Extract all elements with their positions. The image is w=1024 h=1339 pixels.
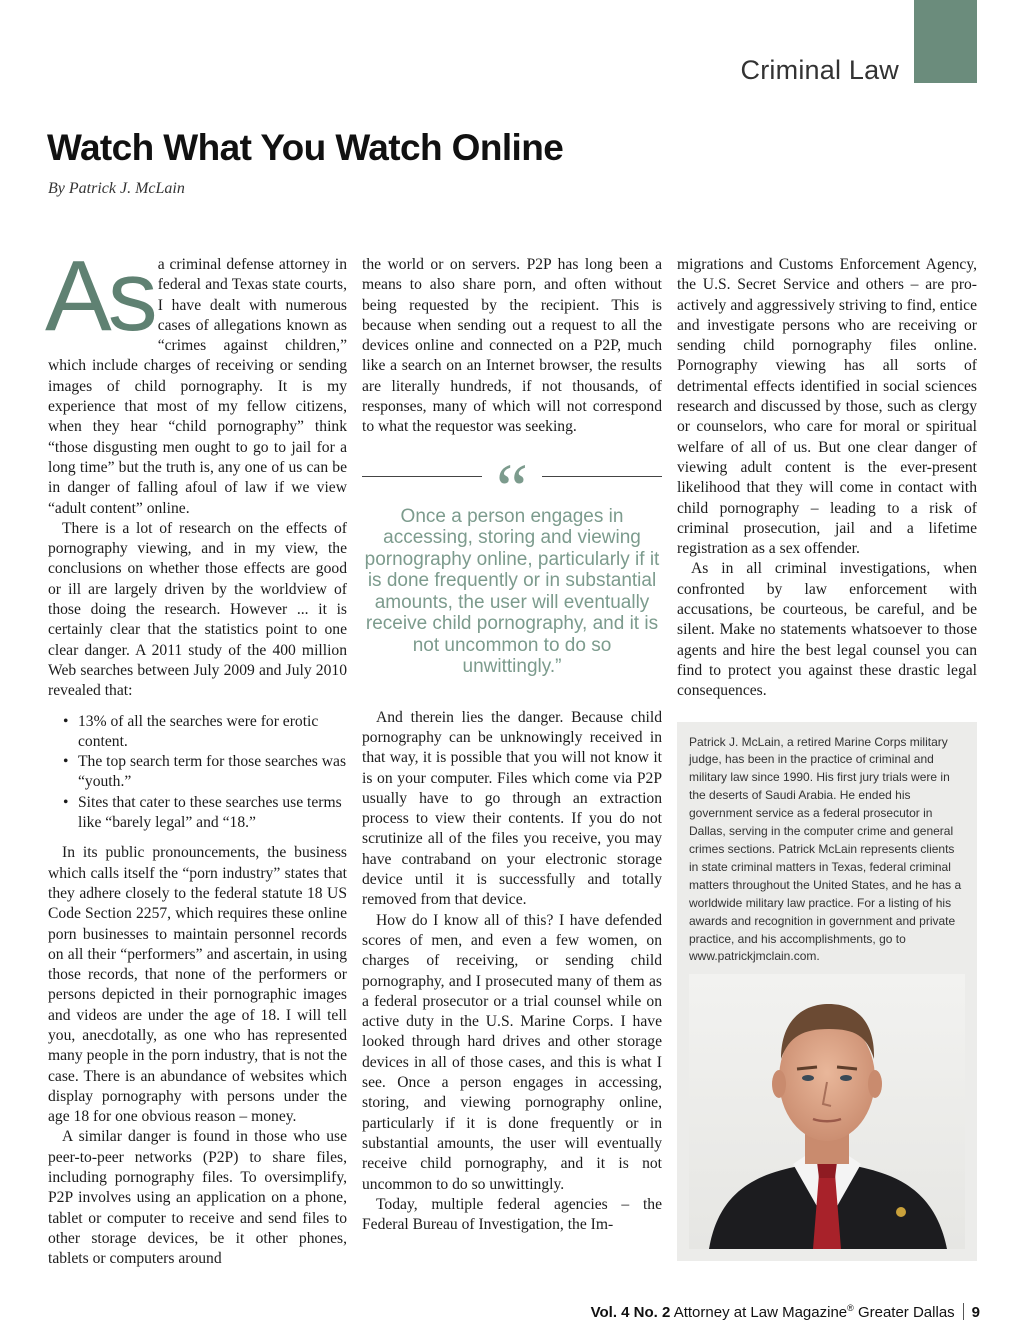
paragraph: As in all criminal investigations, when confronted by law enforcement with accusations, be courteous, be careful, and be silent. Make no statements whatsoever to those agents and hire the best legal counsel you can find to protect you against these drastic legal consequences. [677,560,977,700]
author-bio-text: Patrick J. McLain, a retired Marine Corps military judge, has been in the practice of criminal and military law since 1990. His first jury trials were in the deserts of Saudi Arabia. He ended his government service as a federal prosecutor in Dallas, serving in the computer crime and general crimes sections. Patrick McLain represents clients in state criminal matters in Texas, federal criminal matters throughout the United States, and he has a worldwide military law practice. For a listing of his awards and recognition in government and private practice, and his accomplishments, go to www.patrickjmclain.com. [689,734,962,964]
divider [362,476,482,477]
paragraph: migrations and Customs Enforcement Agency, the U.S. Secret Service and others – are pro-actively and aggressively striving to find, entice and investigate persons who are receiving or sending child pornography files online. Pornography viewing has all sorts of detrimental effects identified in social sciences research and discussed by those, such as clergy or counselors, who care for moral or spiritual welfare of all of us. But one clear danger of viewing adult content is the ever-present likelihood that they will come in contact with child pornography – leading to a risk of criminal prosecution, jail and a lifetime registration as a sex offender. [677,256,977,558]
quote-mark-icon: “ [496,448,528,529]
paragraph: There is a lot of research on the effects of pornography viewing, and in my view, the conclusions on whether those effects are good or ill are largely driven by the worldview of those doing the research. However ... it is certainly clear that the statistics point to one clear danger. A 2011 study of the 400 million Web searches between July 2009 and July 2010 revealed that: [48,519,347,700]
article-column-3 [677,255,977,1261]
paragraph: Today, multiple federal agencies – the Federal Bureau of Investigation, the Im- [362,1195,662,1234]
article-column-1 [45,240,347,1270]
footer-divider [963,1303,964,1320]
registered-mark: ® [847,1303,854,1313]
section-color-tab [914,0,977,83]
list-item: • The top search term for those searches was “youth.” [78,752,347,793]
paragraph: As a criminal defense attorney in federal and Texas state courts, I have dealt with numerous cases of allegations known as “crimes against children,” which include charges of receiving or sending images of child pornography. It is my experience that most of my fellow citizens, when they hear “child pornography” think “those disgusting men ought to go to jail for a long time” but the truth is, any one of us can be in danger of falling afoul of law if we view “adult content” online. [45,240,347,517]
footer-volume: Vol. 4 No. 2 [590,1304,671,1321]
paragraph: And therein lies the danger. Because child pornography can be unknowingly received in that way, it is possible that you will not know it is on your computer. Files which come via P2P usually have to go through an extraction process to view their contents. If you do not scrutinize all of the files you receive, you may have contraband on your electronic storage device until it is successfully and totally removed from that device. [362,708,662,909]
author-photo [689,974,965,1249]
author-bio-box [677,722,977,1262]
paragraph: the world or on servers. P2P has long been a means to also share porn, and often without being requested by the recipient. This is because when sending out a request to all the devices online and connected on a P2P, much like a search on an Internet browser, the results are literally hundreds, if not thousands, of responses, many of which will not correspond to what the requestor was seeking. [362,256,662,436]
paragraph: In its public pronouncements, the business which calls itself the “porn industry” states that they adhere closely to the federal statute 18 US Code Section 2257, which requires these online porn businesses to maintain personnel records on all their “performers” and ascertain, in using those records, that none of the performers or persons depicted in their pornographic images and videos are under the age of 18. I will tell you, anecdotally, as one who has represented many people in the porn industry, that is not the case. There is an abundance of websites which display pornography with persons under the age 18 for one obvious reason – money. [48,844,347,1126]
pull-quote-rule [362,448,662,529]
page-footer [591,1303,980,1321]
article-column-2 [362,255,662,1235]
divider [542,476,662,477]
list-item: • Sites that cater to these searches use terms like “barely legal” and “18.” [78,793,347,834]
drop-cap: As [45,240,154,352]
footer-magazine: Attorney at Law Magazine [673,1304,848,1321]
footer-edition: Greater Dallas [857,1304,955,1321]
article-headline: Watch What You Watch Online [47,127,564,168]
page-number: 9 [971,1304,980,1321]
list-item: • 13% of all the searches were for erotic content. [78,712,347,753]
paragraph: How do I know all of this? I have defended scores of men, and even a few women, on charges of receiving, or sending child pornography, and I prosecuted many of them as a federal prosecutor or a trial counsel while on active duty in the U.S. Marine Corps. I have looked through hard drives and other storage devices in all of those cases, and this is what I see. Once a person engages in accessing, storing, and viewing pornography online, particularly if it is done frequently or in substantial amounts, the user will eventually receive child pornography, and it is not uncommon to do so unwittingly. [362,911,662,1193]
paragraph: A similar danger is found in those who use peer-to-peer networks (P2P) to share files, including pornography files. To oversimplify, P2P involves using an application on a phone, tablet or computer to receive and send files to other storage devices, be it other phones, tablets or computers around [48,1128,347,1268]
section-label: Criminal Law [740,55,899,85]
pull-quote [362,448,662,678]
bullet-list [48,712,347,834]
article-byline: By Patrick J. McLain [48,180,185,197]
pull-quote-text: Once a person engages in accessing, storing and viewing pornography online, particularly if it is done frequently or in substantial amounts, the user will eventually receive child pornography, and it is not uncommon to do so unwittingly.” [364,505,660,678]
